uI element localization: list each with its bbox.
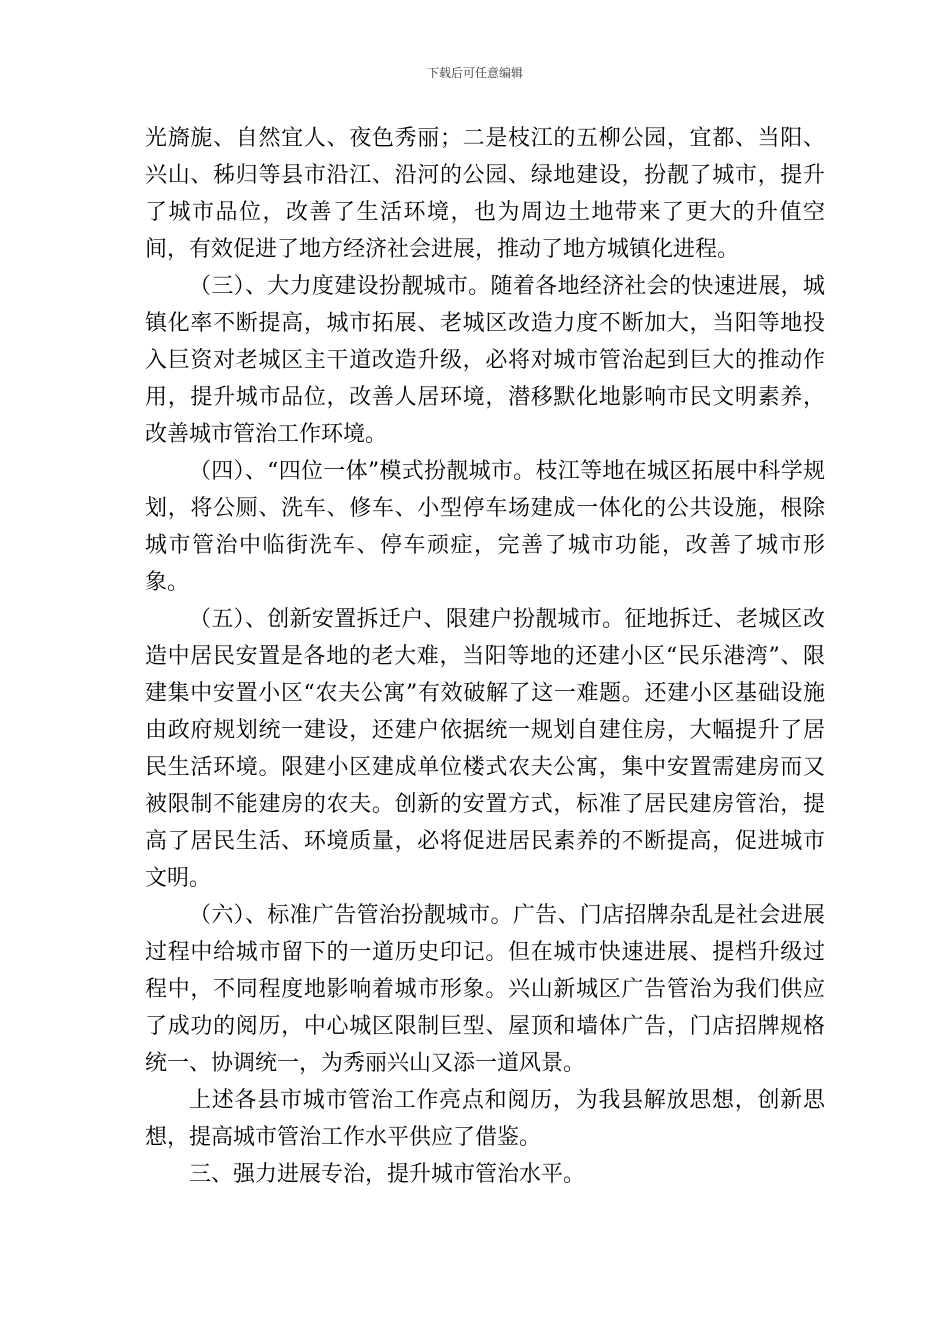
header-note: 下载后可任意编辑 <box>426 66 523 80</box>
paragraph-section-4: （四）、“四位一体”模式扮靓城市。枝江等地在城区拓展中科学规划，将公厕、洗车、修车、小型停车场建成一体化的公共设施，根除城市管治中临街洗车、停车顽症，完善了城市功能，改善了城市形象。 <box>145 459 825 595</box>
paragraph-summary: 上述各县市城市管治工作亮点和阅历，为我县解放思想，创新思想，提高城市管治工作水平供应了借鉴。 <box>145 1088 825 1150</box>
paragraph-section-6: （六）、标准广告管治扮靓城市。广告、门店招牌杂乱是社会进展过程中给城市留下的一道历史印记。但在城市快速进展、提档升级过程中，不同程度地影响着城市形象。兴山新城区广告管治为我们供应了成功的阅历，中心城区限制巨型、屋顶和墙体广告，门店招牌规格统一、协调统一，为秀丽兴山又添一道风景。 <box>145 903 825 1076</box>
section-heading-3: 三、强力进展专治，提升城市管治水平。 <box>189 1162 586 1187</box>
paragraph-continued: 光旖旎、自然宜人、夜色秀丽；二是枝江的五柳公园，宜都、当阳、兴山、秭归等县市沿江、沿河的公园、绿地建设，扮靓了城市，提升了城市品位，改善了生活环境，也为周边土地带来了更大的升值空间，有效促进了地方经济社会进展，推动了地方城镇化进程。 <box>145 126 825 262</box>
paragraph-section-3: （三）、大力度建设扮靓城市。随着各地经济社会的快速进展，城镇化率不断提高，城市拓展、老城区改造力度不断加大，当阳等地投入巨资对老城区主干道改造升级，必将对城市管治起到巨大的推动作用，提升城市品位，改善人居环境，潜移默化地影响市民文明素养，改善城市管治工作环境。 <box>145 274 825 447</box>
paragraph-section-5: （五）、创新安置拆迁户、限建户扮靓城市。征地拆迁、老城区改造中居民安置是各地的老大难，当阳等地的还建小区“民乐港湾”、限建集中安置小区“农夫公寓”有效破解了这一难题。还建小区基础设施由政府规划统一建设，还建户依据统一规划自建住房，大幅提升了居民生活环境。限建小区建成单位楼式农夫公寓，集中安置需建房而又被限制不能建房的农夫。创新的安置方式，标准了居民建房管治，提高了居民生活、环境质量，必将促进居民素养的不断提高，促进城市文明。 <box>145 607 825 891</box>
document-body <box>145 120 825 1193</box>
